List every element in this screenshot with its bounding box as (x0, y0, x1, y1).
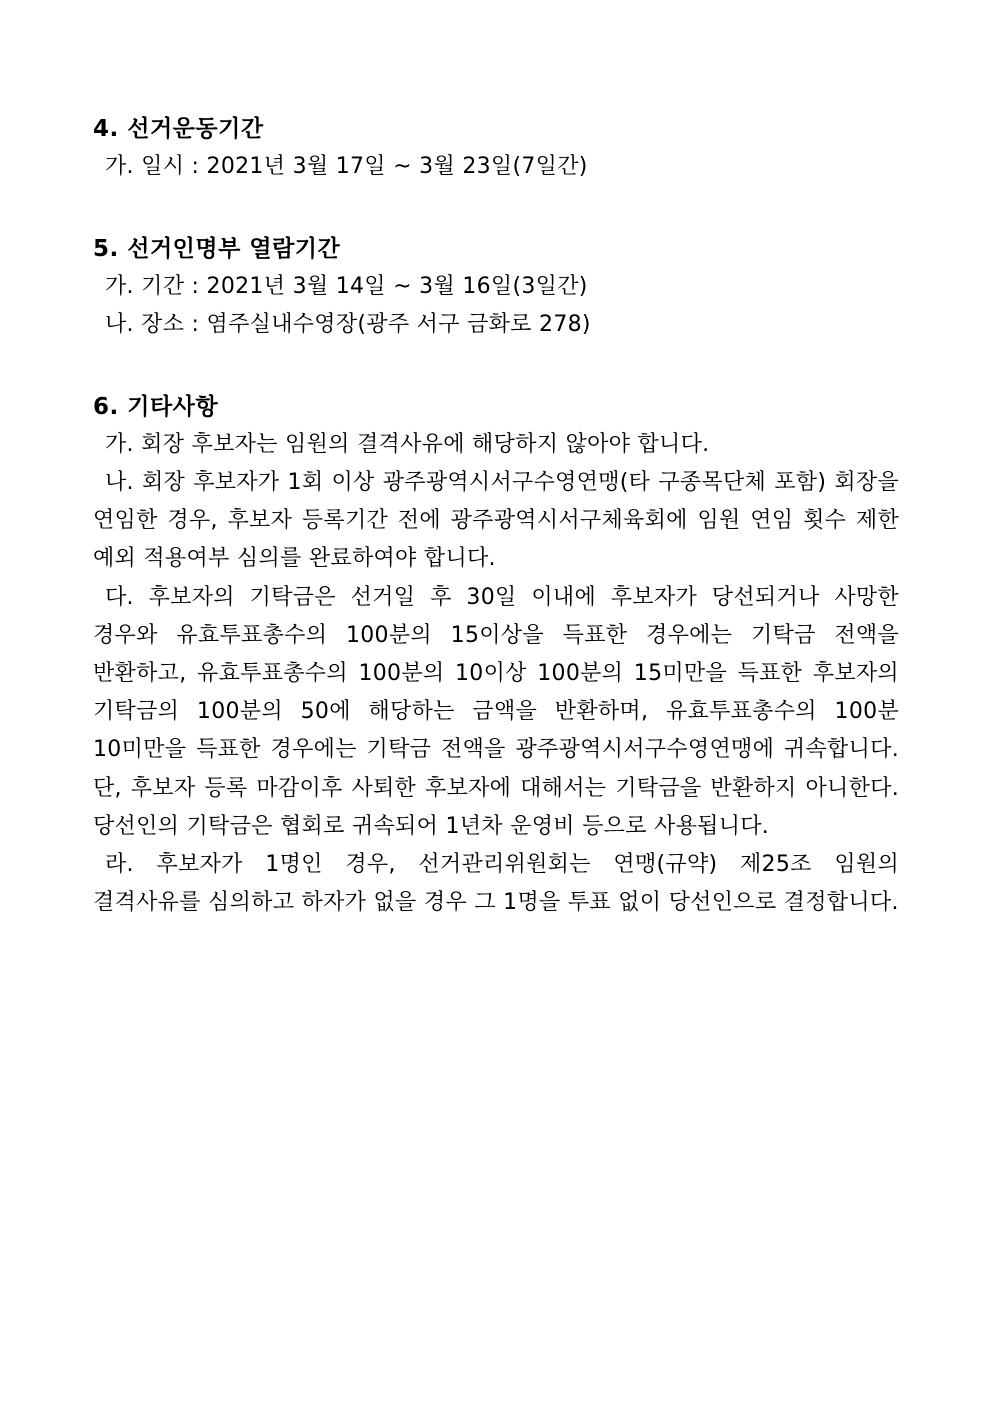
list-item: 나. 장소 : 염주실내수영장(광주 서구 금화로 278) (105, 312, 591, 337)
section-voter-list-period (93, 230, 899, 344)
list-item: 가. 회장 후보자는 임원의 결격사유에 해당하지 않아야 합니다. (105, 432, 710, 457)
list-item: 나. 회장 후보자가 1회 이상 광주광역시서구수영연맹(타 구종목단체 포함) 회장을 연임한 경우, 후보자 등록기간 전에 광주광역시서구체육회에 임원 연임 횟수 제한 예외 적용여부 심의를 완료하여야 합니다. (93, 470, 899, 572)
list-item: 다. 후보자의 기탁금은 선거일 후 30일 이내에 후보자가 당선되거나 사망한 경우와 유효투표총수의 100분의 15이상을 득표한 경우에는 기탁금 전액을 반환하고, 유효투표총수의 100분의 10이상 100분의 15미만을 득표한 후보자의 기탁금의 100분의 50에 해당하는 금액을 반환하며, 유효투표총수의 100분 10미만을 득표한 경우에는 기탁금 전액을 광주광역시서구수영연맹에 귀속합니다. 단, 후보자 등록 마감이후 사퇴한 후보자에 대해서는 기탁금을 반환하지 아니한다. 당선인의 기탁금은 협회로 귀속되어 1년차 운영비 등으로 사용됩니다. (93, 584, 899, 839)
document-page (93, 110, 899, 922)
list-item: 가. 기간 : 2021년 3월 14일 ~ 3월 16일(3일간) (105, 274, 588, 299)
section-heading: 6. 기타사항 (93, 394, 219, 420)
list-item: 라. 후보자가 1명인 경우, 선거관리위원회는 연맹(규약) 제25조 임원의 결격사유를 심의하고 하자가 없을 경우 그 1명을 투표 없이 당선인으로 결정합니다. (93, 852, 899, 916)
section-campaign-period (93, 110, 899, 186)
list-item: 가. 일시 : 2021년 3월 17일 ~ 3월 23일(7일간) (105, 154, 588, 179)
section-heading: 4. 선거운동기간 (93, 116, 264, 142)
section-heading: 5. 선거인명부 열람기간 (93, 236, 341, 262)
section-other-matters (93, 388, 899, 922)
